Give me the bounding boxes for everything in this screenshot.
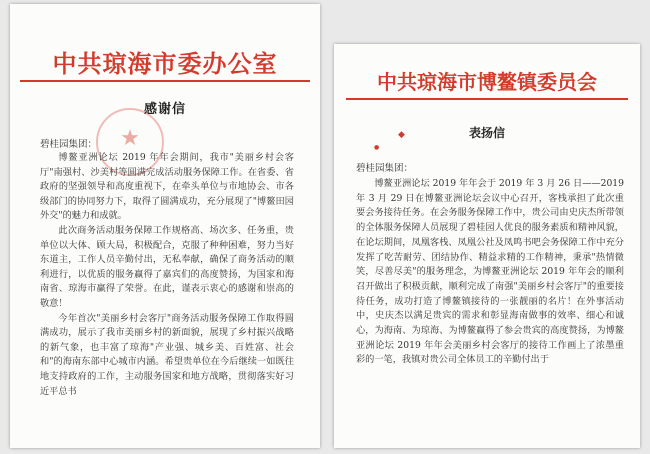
seal-star-icon: ★ [120,126,140,151]
letter-title: 表扬信 [468,126,505,140]
paragraph: 此次商务活动服务保障工作规格高、场次多、任务重，贵单位以大体、顾大局，积极配合，克服了种种困难，努力当好东道主，工作人员辛勤付出，无私奉献，确保了商务活动的顺利进行，以优质的服务赢得了嘉宾们的高度赞扬，为国家和海南省、琼海市赢得了荣誉。在此，谨表示衷心的感谢和崇高的敬意！ [40,224,294,309]
salutation: 碧桂园集团： [40,139,98,150]
salutation: 碧桂园集团： [356,163,414,174]
letterhead-rule [20,80,310,82]
red-mark-icon: ◆ [398,130,405,140]
letter-left [10,4,320,448]
paragraph: 今年首次"美丽乡村会客厅"商务活动服务保障工作取得圆满成功，展示了我市美丽乡村的新面貌，展现了乡村振兴战略的新气象，也丰富了琼海"产业强、城乡美、百姓富、社会和"的海南东部中心城市内涵。希望贵单位在今后继续一如既往地支持政府的工作，主动服务国家和地方战略，贯彻落实好习近平总书 [40,312,294,397]
letterhead-rule [346,98,628,100]
paragraph: 博鳌亚洲论坛 2019 年年会期间，我市"美丽乡村会客厅"南强村、沙美村等圆满完成活动服务保障工作。在省委、省政府的坚强领导和高度重视下，在牵头单位与市地协会、市各级部门的协同努力下，取得了圆满成功，充分展现了"博鳌田园外交"的魅力和成就。 [40,152,294,222]
letter-right [334,44,640,448]
paragraph: 博鳌亚洲论坛 2019 年年会于 2019 年 3 月 26 日——2019 年 3 月 29 日在博鳌亚洲论坛会议中心召开，客栈承担了此次重要会务接待任务。在会务服务保障工作中，贵公司由史庆杰所带领的全体服务保障人员展现了碧桂园人优良的服务素质和精神风貌，在论坛期间，凤凰客栈、凤凰公社及凤鸣书吧会务保障工作中充分发挥了吃苦耐劳、团结协作、精益求精的工作精神，秉承"热情微笑，尽善尽美"的服务理念，为博鳌亚洲论坛 2019 年年会的顺利召开做出了积极贡献，顺利完成了南强"美丽乡村会客厅"的重要接待任务，成功打造了博鳌镇接待的一张靓丽的名片！在外事活动中，史庆杰以满足贵宾的需求和彰显海南做事的效率、细心和诚心，为海南、为琼海、为博鳌赢得了参会贵宾的高度赞扬，为博鳌亚洲论坛 2019 年年会美丽乡村会客厅的接待工作画上了浓墨重彩的一笔，我镇对贵公司全体员工的辛勤付出于 [356,178,624,366]
letterhead-title: 中共琼海市委办公室 [52,49,278,78]
letterhead-title: 中共琼海市博鳌镇委员会 [377,70,597,94]
letter-body [40,151,294,399]
red-dot-icon: ● [374,144,380,151]
letter-title: 感谢信 [143,102,186,117]
letter-body [356,177,624,368]
